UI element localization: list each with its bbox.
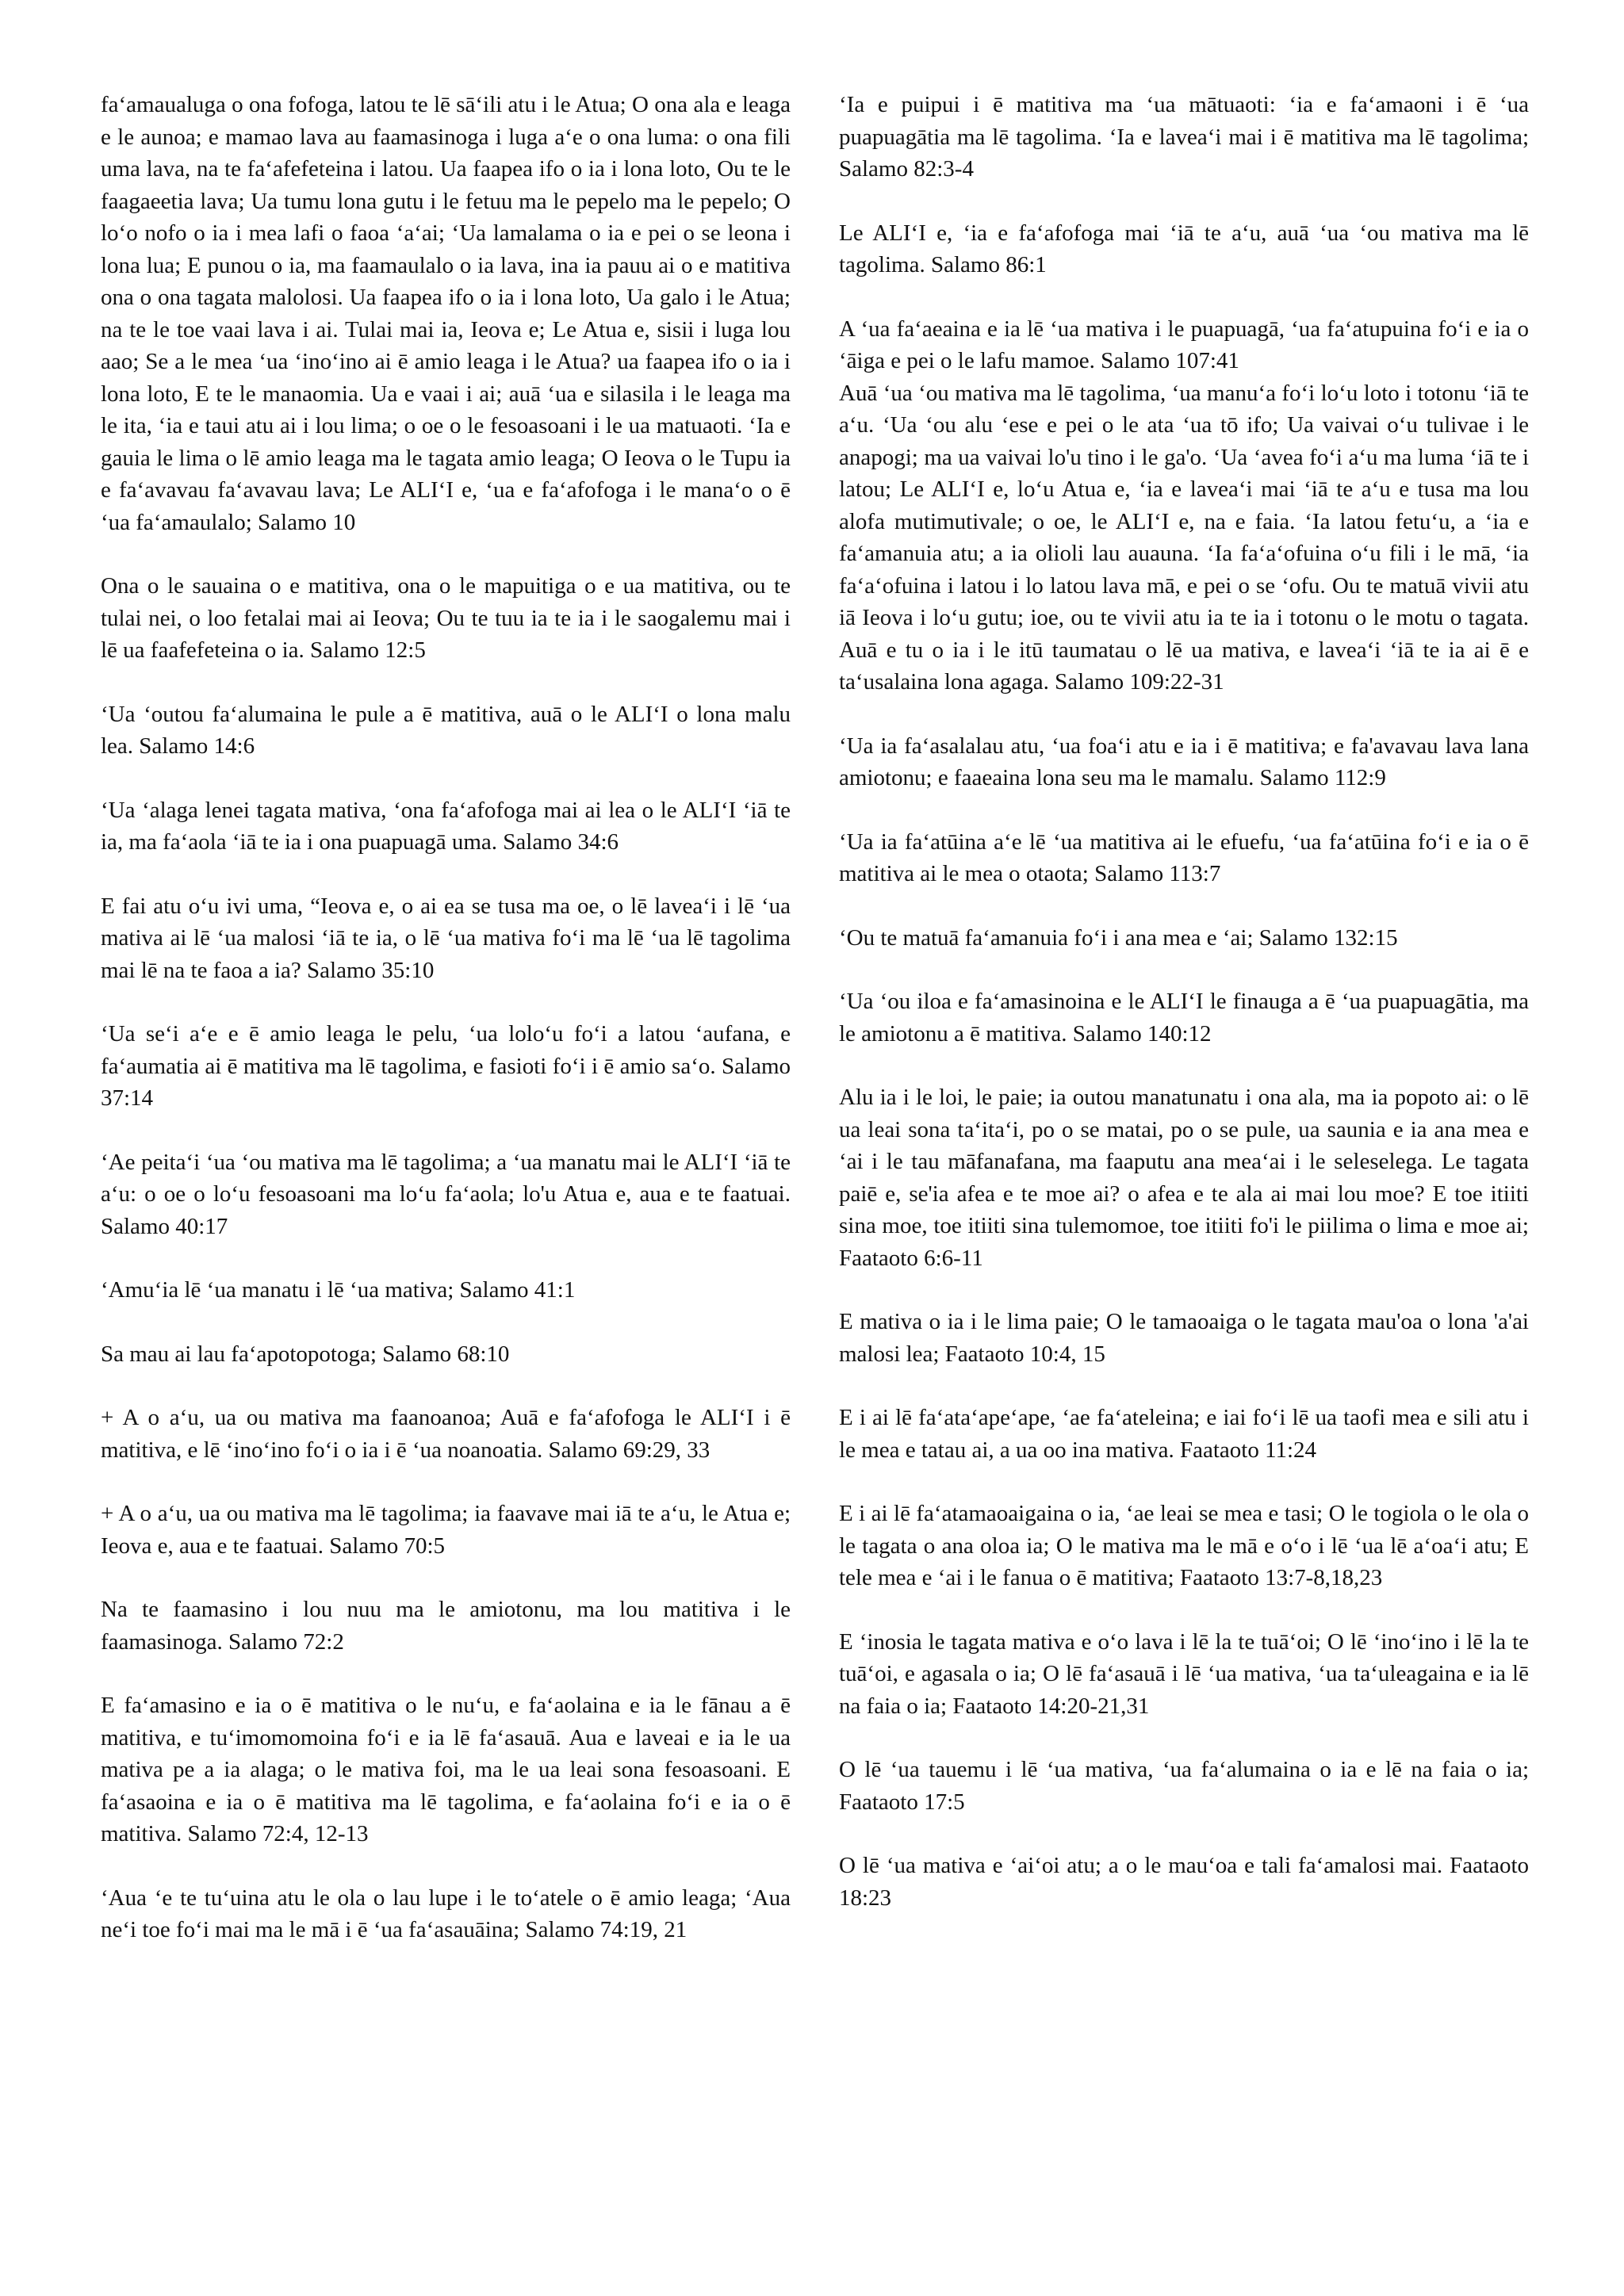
right-column [839,89,1529,1946]
paragraph: ʻAe peitaʻi ʻua ʻou mativa ma lē tagolima; a ʻua manatu mai le ALIʻI ʻiā te aʻu: o oe o loʻu fesoasoani ma loʻu faʻaola; lo'u Atua e, aua e te faatuai. Salamo 40:17 [101,1149,791,1239]
left-column [101,89,791,1978]
paragraph: ʻOu te matuā faʻamanuia foʻi i ana mea e ʻai; Salamo 132:15 [839,924,1398,951]
paragraph: + A o aʻu, ua ou mativa ma faanoanoa; Auā e faʻafofoga le ALIʻI i ē matitiva, e lē ʻinoʻino foʻi o ia i ē ʻua noanoatia. Salamo 69:29, 33 [101,1405,791,1463]
paragraph: E faʻamasino e ia o ē matitiva o le nuʻu, e faʻaolaina e ia le fānau a ē matitiva, e tuʻimomomoina foʻi e ia lē faʻasauā. Aua e laveai e ia le ua mativa pe a ia alaga; o le mativa foi, ma le ua leai sona fesoasoani. E faʻasaoina e ia o ē matitiva ma lē tagolima, e faʻaolaina foʻi e ia o ē matitiva. Salamo 72:4, 12-13 [101,1693,791,1846]
paragraph: O lē ʻua tauemu i lē ʻua mativa, ʻua faʻalumaina o ia e lē na faia o ia; Faataoto 17:5 [839,1757,1529,1815]
paragraph: Le ALIʻI e, ʻia e faʻafofoga mai ʻiā te aʻu, auā ʻua ʻou mativa ma lē tagolima. Salamo 86:1 [839,220,1529,277]
paragraph: ʻUa ʻou iloa e faʻamasinoina e le ALIʻI le finauga a ē ʻua puapuagātia, ma le amiotonu a ē matitiva. Salamo 140:12 [839,989,1529,1047]
paragraph: ʻUa ia faʻasalalau atu, ʻua foaʻi atu e ia i ē matitiva; e fa'avavau lava lana amiotonu; e faaeaina lona seu ma le mamalu. Salamo 112:9 [839,733,1529,790]
paragraph: ʻAmuʻia lē ʻua manatu i lē ʻua mativa; Salamo 41:1 [101,1277,576,1303]
paragraph: faʻamaualuga o ona fofoga, latou te lē sāʻili atu i le Atua; O ona ala e leaga e le aunoa; e mamao lava au faamasinoga i luga aʻe o ona luma: o ona fili uma lava, na te faʻafefeteina i latou. Ua faapea ifo o ia i lona loto, Ou te le faagaeetia lava; Ua tumu lona gutu i le fetuu ma le pepelo ma le pepelo; O loʻo nofo o ia i mea lafi o faoa ʻaʻai; ʻUa lamalama o ia e pei o se leona i lona lua; E punou o ia, ma faamaulalo o ia lava, ina ia pauu ai o e matitiva ona o ona tagata malolosi. Ua faapea ifo o ia i lona loto, Ua galo i le Atua; na te le toe vaai lava i ai. Tulai mai ia, Ieova e; Le Atua e, sisii i luga lou aao; Se a le mea ʻua ʻinoʻino ai ē amio leaga i le Atua? ua faapea ifo o ia i lona loto, E te le manaomia. Ua e vaai i ai; auā ʻua e silasila i le leaga ma le ita, ʻia e taui atu ai i lou lima; o oe o le fesoasoani i le ua matuaoti. ʻIa e gauia le lima o lē amio leaga ma le tagata amio leaga; O Ieova o le Tupu ia e faʻavavau faʻavavau lava; Le ALIʻI e, ʻua e faʻafofoga i le manaʻo o ē ʻua faʻamaulalo; Salamo 10 [101,92,791,535]
paragraph: O lē ʻua mativa e ʻaiʻoi atu; a o le mauʻoa e tali faʻamalosi mai. Faataoto 18:23 [839,1853,1529,1911]
paragraph: ʻUa ia faʻatūina aʻe lē ʻua matitiva ai le efuefu, ʻua faʻatūina foʻi e ia o ē matitiva ai le mea o otaota; Salamo 113:7 [839,828,1529,886]
paragraph: Na te faamasino i lou nuu ma le amiotonu, ma lou matitiva i le faamasinoga. Salamo 72:2 [101,1597,791,1655]
paragraph: ʻUa ʻalaga lenei tagata mativa, ʻona faʻafofoga mai ai lea o le ALIʻI ʻiā te ia, ma faʻaola ʻiā te ia i ona puapuagā uma. Salamo 34:6 [101,797,791,855]
paragraph: E mativa o ia i le lima paie; O le tamaoaiga o le tagata mau'oa o lona 'a'ai malosi lea; Faataoto 10:4, 15 [839,1309,1529,1367]
paragraph: E ʻinosia le tagata mativa e oʻo lava i lē la te tuāʻoi; O lē ʻinoʻino i lē la te tuāʻoi, e agasala o ia; O lē faʻasauā i lē ʻua mativa, ʻua taʻuleagaina e ia lē na faia o ia; Faataoto 14:20-21,31 [839,1628,1529,1719]
paragraph: Ona o le sauaina o e matitiva, ona o le mapuitiga o e ua matitiva, ou te tulai nei, o loo fetalai mai ai Ieova; Ou te tuu ia te ia i le saogalemu mai i lē ua faafefeteina o ia. Salamo 12:5 [101,573,791,663]
paragraph: Sa mau ai lau faʻapotopotoga; Salamo 68:10 [101,1341,510,1367]
paragraph: E i ai lē faʻatamaoaigaina o ia, ʻae leai se mea e tasi; O le togiola o le ola o le tagata o ana oloa ia; O le mativa ma le mā e oʻo i lē ʻua lē aʻoaʻi atu; E tele mea e ʻai i le fanua o ē matitiva; Faataoto 13:7-8,18,23 [839,1501,1529,1590]
paragraph: + A o aʻu, ua ou mativa ma lē tagolima; ia faavave mai iā te aʻu, le Atua e; Ieova e, aua e te faatuai. Salamo 70:5 [101,1501,791,1559]
paragraph: A ʻua faʻaeaina e ia lē ʻua mativa i le puapuagā, ʻua faʻatupuina foʻi e ia o ʻāiga e pei o le lafu mamoe. Salamo 107:41 Auā ʻua ʻou mativa ma lē tagolima, ʻua manuʻa foʻi loʻu loto i totonu ʻiā te aʻu. ʻUa ʻou alu ʻese e pei o le ata ʻua tō ifo; Ua vaivai oʻu tulivae i le anapogi; ma ua vaivai lo'u tino i le ga'o. ʻUa ʻavea foʻi aʻu ma luma ʻiā te i latou; Le ALIʻI e, loʻu Atua e, ʻia e laveaʻi mai ʻiā te aʻu e tusa ma lou alofa mutimutivale; o oe, le ALIʻI e, na e faia. ʻIa latou fetuʻu, a ʻia e faʻamanuia atu; a ia olioli lau auauna. ʻIa faʻaʻofuina oʻu fili i le mā, ʻia faʻaʻofuina i latou i lo latou lava mā, e pei o se ʻofu. Ou te matuā vivii atu iā Ieova i loʻu gutu; ioe, ou te vivii atu ia te ia i totonu o le motu o tagata. Auā e tu o ia i le itū taumatau o lē ua mativa, e laveaʻi ʻiā te ia ai ē e taʻusalaina lona agaga. Salamo 109:22-31 [839,316,1529,695]
paragraph: Alu ia i le loi, le paie; ia outou manatunatu i ona ala, ma ia popoto ai: o lē ua leai sona taʻitaʻi, po o se matai, po o se pule, ua saunia e ia ana mea e ʻai i le tau māfanafana, ma faaputu ana meaʻai i le seleselega. Le tagata paiē e, se'ia afea e te moe ai? o afea e te ala ai mai lou moe? E toe itiiti sina moe, toe itiiti sina tulemomoe, toe itiiti fo'i le piilima o lima e moe ai; Faataoto 6:6-11 [839,1085,1529,1271]
paragraph: ʻUa seʻi aʻe e ē amio leaga le pelu, ʻua loloʻu foʻi a latou ʻaufana, e faʻaumatia ai ē matitiva ma lē tagolima, e fasioti foʻi i ē amio saʻo. Salamo 37:14 [101,1021,791,1111]
paragraph: ʻIa e puipui i ē matitiva ma ʻua mātuaoti: ʻia e faʻamaoni i ē ʻua puapuagātia ma lē tagolima. ʻIa e laveaʻi mai i ē matitiva ma lē tagolima; Salamo 82:3-4 [839,92,1529,182]
paragraph: E i ai lē faʻataʻapeʻape, ʻae faʻateleina; e iai foʻi lē ua taofi mea e sili atu i le mea e tatau ai, a ua oo ina mativa. Faataoto 11:24 [839,1405,1529,1463]
paragraph: E fai atu oʻu ivi uma, “Ieova e, o ai ea se tusa ma oe, o lē laveaʻi i lē ʻua mativa ai lē ʻua malosi ʻiā te ia, o lē ʻua mativa foʻi ma lē ʻua lē tagolima mai lē na te faoa a ia? Salamo 35:10 [101,893,791,983]
paragraph: ʻUa ʻoutou faʻalumaina le pule a ē matitiva, auā o le ALIʻI o lona malu lea. Salamo 14:6 [101,701,791,759]
paragraph: ʻAua ʻe te tuʻuina atu le ola o lau lupe i le toʻatele o ē amio leaga; ʻAua neʻi toe foʻi mai ma le mā i ē ʻua faʻasauāina; Salamo 74:19, 21 [101,1885,791,1942]
